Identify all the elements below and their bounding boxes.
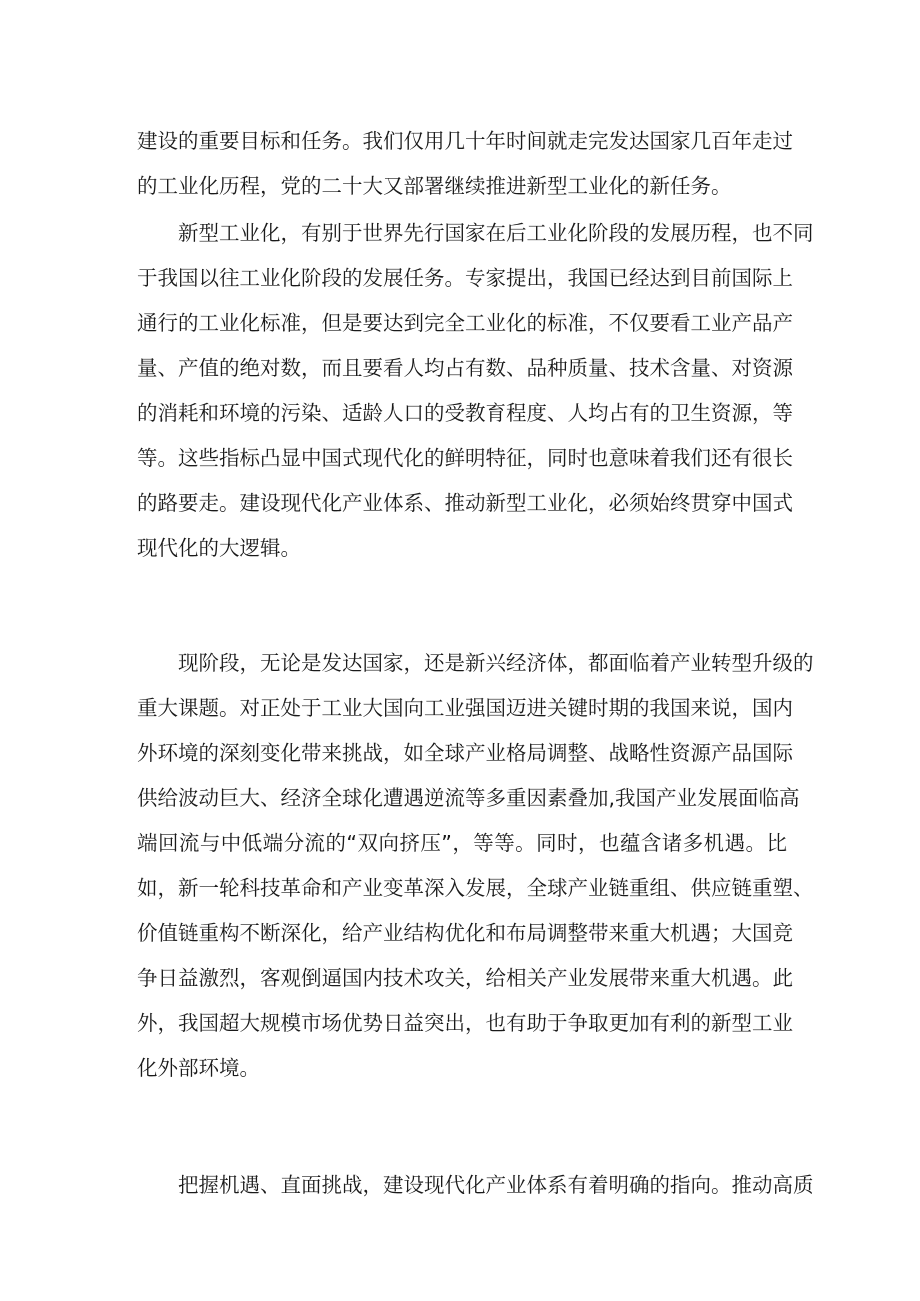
text-line: 建设的重要目标和任务。我们仅用几十年时间就走完发达国家几百年走过 [137, 129, 793, 153]
paragraph [137, 211, 814, 571]
text-line: 重大课题。对正处于工业大国向工业强国迈进关键时期的我国来说，国内 [137, 696, 793, 720]
paragraph [137, 1163, 814, 1208]
text-line: 供给波动巨大、经济全球化遭遇逆流等多重因素叠加,我国产业发展面临高 [137, 786, 800, 810]
text-line: 新型工业化，有别于世界先行国家在后工业化阶段的发展历程，也不同 [137, 221, 814, 245]
text-line: 争日益激烈，客观倒逼国内技术攻关，给相关产业发展带来重大机遇。此 [137, 966, 793, 990]
text-line: 通行的工业化标准，但是要达到完全工业化的标准，不仅要看工业产品产 [137, 311, 793, 335]
text-line: 的工业化历程，党的二十大又部署继续推进新型工业化的新任务。 [137, 174, 732, 198]
text-line: 量、产值的绝对数，而且要看人均占有数、品种质量、技术含量、对资源 [137, 356, 793, 380]
text-line: 价值链重构不断深化，给产业结构优化和布局调整带来重大机遇；大国竞 [137, 921, 793, 945]
text-line: 如，新一轮科技革命和产业变革深入发展，全球产业链重组、供应链重塑、 [137, 876, 814, 900]
paragraph [137, 119, 793, 209]
text-line: 把握机遇、直面挑战，建设现代化产业体系有着明确的指向。推动高质 [137, 1173, 814, 1197]
text-line: 的路要走。建设现代化产业体系、推动新型工业化，必须始终贯穿中国式 [137, 491, 793, 515]
paragraph [137, 641, 814, 1091]
text-line: 外环境的深刻变化带来挑战，如全球产业格局调整、战略性资源产品国际 [137, 741, 793, 765]
text-line: 现阶段，无论是发达国家，还是新兴经济体，都面临着产业转型升级的 [137, 651, 814, 675]
text-line: 外，我国超大规模市场优势日益突出，也有助于争取更加有利的新型工业 [137, 1011, 793, 1035]
text-line: 现代化的大逻辑。 [137, 536, 301, 560]
text-line: 端回流与中低端分流的“双向挤压”，等等。同时，也蕴含诸多机遇。比 [137, 831, 787, 855]
text-line: 等。这些指标凸显中国式现代化的鲜明特征，同时也意味着我们还有很长 [137, 446, 793, 470]
text-line: 于我国以往工业化阶段的发展任务。专家提出，我国已经达到目前国际上 [137, 266, 793, 290]
text-line: 的消耗和环境的污染、适龄人口的受教育程度、人均占有的卫生资源，等 [137, 401, 793, 425]
text-line: 化外部环境。 [137, 1056, 260, 1080]
